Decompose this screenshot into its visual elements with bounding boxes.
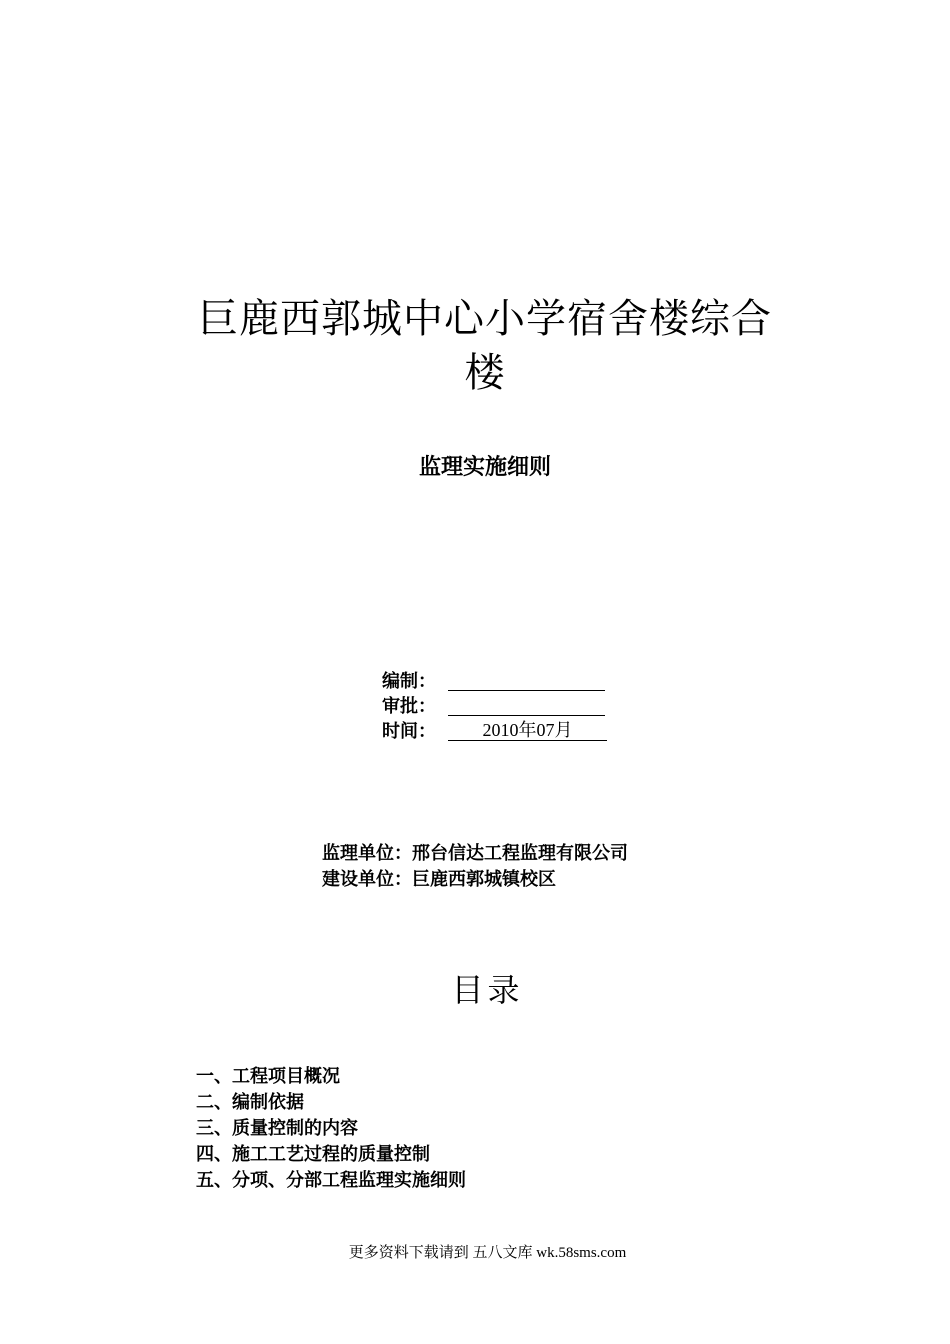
toc-item: 四、施工工艺过程的质量控制: [196, 1144, 430, 1165]
toc-item: 一、工程项目概况: [196, 1066, 340, 1087]
compile-signature-line: [448, 670, 605, 691]
toc-item: 五、分项、分部工程监理实施细则: [196, 1170, 466, 1191]
toc-item: 三、质量控制的内容: [196, 1118, 358, 1139]
document-subtitle: 监理实施细则: [418, 455, 551, 480]
table-of-contents: [196, 1064, 466, 1194]
toc-heading: 目录: [451, 971, 524, 1009]
signoff-compile-row: [382, 670, 448, 694]
approve-signature-line: [448, 695, 605, 716]
supervision-unit: 监理单位：邢台信达工程监理有限公司: [322, 843, 628, 864]
project-title-line1: 巨鹿西郭城中心小学宿舍楼综合: [198, 296, 772, 342]
date-value: 2010年07月: [448, 720, 607, 741]
construction-unit: 建设单位：巨鹿西郭城镇校区: [322, 869, 556, 890]
date-label: 时间：: [382, 721, 436, 742]
toc-item: 二、编制依据: [196, 1092, 304, 1113]
signoff-date-row: [382, 720, 448, 744]
approve-label: 审批：: [382, 696, 436, 717]
compile-label: 编制：: [382, 671, 436, 692]
signoff-approve-row: [382, 695, 448, 719]
page-footer: 更多资料下载请到 五八文库 wk.58sms.com: [348, 1245, 627, 1261]
project-title-line2: 楼: [464, 350, 506, 396]
